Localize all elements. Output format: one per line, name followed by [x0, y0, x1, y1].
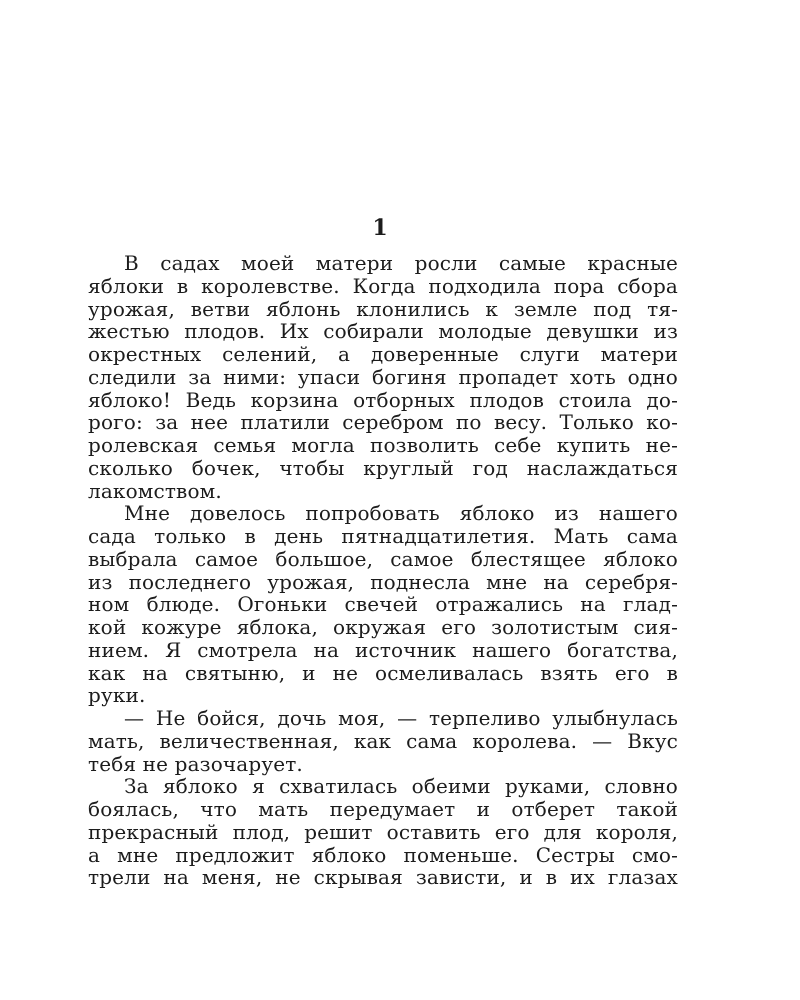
text-line: яблоко! Ведь корзина отборных плодов стоила до-	[88, 387, 678, 412]
text-line: из последнего урожая, поднесла мне на серебря-	[88, 569, 678, 594]
text-line: боялась, что мать передумает и отберет такой	[88, 797, 678, 821]
chapter-text	[88, 252, 678, 889]
text-line: ном блюде. Огоньки свечей отражались на глад-	[88, 592, 678, 617]
text-line: сколько бочек, чтобы круглый год наслаждаться	[88, 455, 678, 480]
text-line: яблоки в королевстве. Когда подходила пора сбора	[88, 273, 678, 298]
text-line: как на святыню, и не осмеливалась взять его в	[88, 660, 678, 685]
text-line: а мне предложит яблоко поменьше. Сестры смо-	[88, 842, 678, 867]
chapter-number: 1	[372, 215, 388, 241]
text-line: нием. Я смотрела на источник нашего богатства,	[88, 637, 678, 662]
text-line: следили за ними: упаси богиня пропадет хоть одно	[88, 364, 678, 389]
text-line: За яблоко я схватилась обеими руками, словно	[124, 774, 678, 799]
text-line: мать, величественная, как сама королева. — Вкус	[88, 728, 678, 753]
text-line: — Не бойся, дочь моя, — терпеливо улыбнулась	[124, 706, 678, 730]
text-line: жестью плодов. Их собирали молодые девушки из	[88, 319, 678, 344]
text-line: лакомством.	[88, 478, 222, 503]
text-line: сада только в день пятнадцатилетия. Мать сама	[88, 524, 678, 548]
text-line: ролевская семья могла позволить себе купить не-	[88, 433, 678, 457]
text-line: В садах моей матери росли самые красные	[124, 251, 678, 275]
text-line: прекрасный плод, решит оставить его для короля,	[88, 819, 678, 844]
text-line: трели на меня, не скрывая зависти, и в их глазах	[88, 865, 678, 890]
text-line: руки.	[88, 683, 146, 708]
text-line: окрестных селений, а доверенные слуги матери	[88, 342, 678, 366]
text-line: кой кожуре яблока, окружая его золотистым сия-	[88, 615, 678, 639]
text-line: тебя не разочарует.	[88, 751, 303, 776]
text-line: Мне довелось попробовать яблоко из нашего	[124, 501, 678, 526]
text-line: рого: за нее платили серебром по весу. Только ко-	[88, 410, 678, 435]
text-line: выбрала самое большое, самое блестящее яблоко	[88, 546, 678, 571]
text-line: урожая, ветви яблонь клонились к земле под тя-	[88, 296, 678, 321]
